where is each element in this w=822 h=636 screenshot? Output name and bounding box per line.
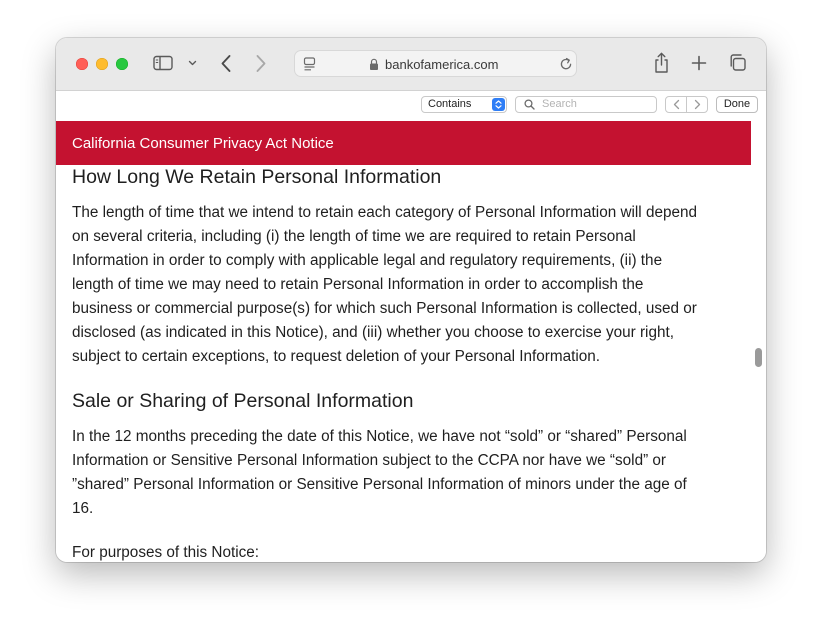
- chevron-down-icon[interactable]: [188, 60, 197, 67]
- find-done-button[interactable]: Done: [716, 96, 758, 113]
- sidebar-icon[interactable]: [153, 55, 173, 71]
- find-search-placeholder: Search: [542, 98, 577, 110]
- close-window-button[interactable]: [76, 58, 88, 70]
- text-line: on several criteria, including (i) the length of time we are required to retain Personal: [72, 228, 636, 245]
- find-mode-select[interactable]: [421, 96, 507, 113]
- retention-heading: How Long We Retain Personal Information: [72, 166, 442, 188]
- text-line: In the 12 months preceding the date of this Notice, we have not “sold” or “shared” Personal: [72, 428, 687, 445]
- text-line: Information in order to comply with applicable legal and regulatory requirements, (ii) the: [72, 252, 663, 269]
- text-line: subject to certain exceptions, to request deletion of your Personal Information.: [72, 348, 601, 365]
- text-line: length of time we may need to retain Personal Information in order to accomplish the: [72, 276, 644, 293]
- zoom-window-button[interactable]: [116, 58, 128, 70]
- text-line: business or commercial purpose(s) for which such Personal Information is collected, used or: [72, 300, 697, 317]
- find-next-icon[interactable]: [693, 99, 702, 110]
- address-bar[interactable]: [294, 50, 577, 77]
- tab-overview-icon[interactable]: [728, 53, 747, 72]
- browser-window: [56, 38, 766, 562]
- banner-title: California Consumer Privacy Act Notice: [72, 135, 334, 152]
- url-text[interactable]: bankofamerica.com: [385, 57, 499, 72]
- find-navigation: [665, 96, 708, 113]
- find-bar: [56, 91, 766, 121]
- text-line: 16.: [72, 500, 94, 517]
- forward-arrow-icon[interactable]: [255, 54, 267, 73]
- text-line: disclosed (as indicated in this Notice), and (iii) whether you choose to exercise your right,: [72, 324, 674, 341]
- lock-icon: [369, 58, 379, 71]
- retention-paragraph: [72, 201, 736, 369]
- sale-sharing-heading: Sale or Sharing of Personal Information: [72, 390, 414, 412]
- page-menu-icon[interactable]: [303, 57, 317, 71]
- purposes-paragraph: For purposes of this Notice:: [72, 544, 260, 561]
- back-arrow-icon[interactable]: [220, 54, 232, 73]
- search-icon: [524, 99, 535, 110]
- page-content: [56, 121, 766, 562]
- sale-sharing-paragraph: [72, 425, 736, 521]
- scrollbar-thumb[interactable]: [755, 348, 762, 367]
- find-previous-icon[interactable]: [672, 99, 681, 110]
- find-mode-label: Contains: [428, 98, 472, 110]
- browser-toolbar: [56, 38, 766, 91]
- text-line: Information or Sensitive Personal Information subject to the CCPA nor have we “sold” or: [72, 452, 667, 469]
- find-search-field[interactable]: [515, 96, 657, 113]
- share-icon[interactable]: [653, 52, 670, 74]
- page-banner: [56, 121, 751, 165]
- reload-icon[interactable]: [559, 57, 573, 71]
- text-line: ”shared” Personal Information or Sensitive Personal Information of minors under the age of: [72, 476, 687, 493]
- divider: [686, 97, 687, 112]
- minimize-window-button[interactable]: [96, 58, 108, 70]
- plus-icon[interactable]: [691, 55, 707, 71]
- select-arrows-icon: [492, 98, 505, 111]
- text-line: The length of time that we intend to retain each category of Personal Information will depend: [72, 204, 697, 221]
